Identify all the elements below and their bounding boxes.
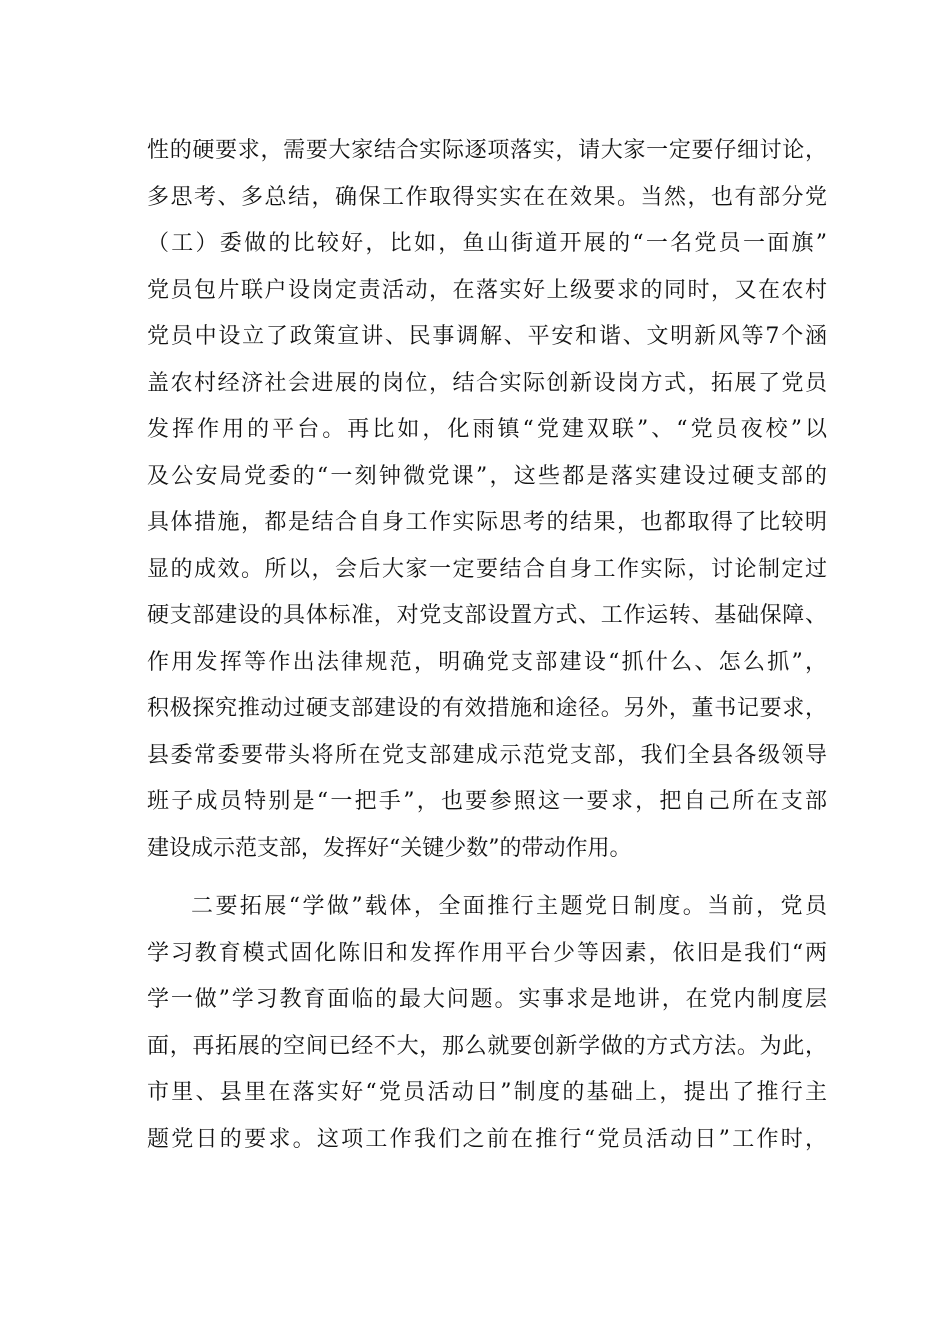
text-line: 及公安局党委的“一刻钟微党课”，这些都是落实建设过硬支部的 <box>147 463 827 489</box>
paragraph-2 <box>147 884 827 1163</box>
paragraph-1 <box>147 128 827 872</box>
text-line: 盖农村经济社会进展的岗位，结合实际创新设岗方式，拓展了党员 <box>147 370 827 396</box>
text-line: 二要拓展“学做”载体，全面推行主题党日制度。当前，党员 <box>191 894 827 919</box>
text-line: 作用发挥等作出法律规范，明确党支部建设“抓什么、怎么抓”， <box>147 649 827 675</box>
text-line: 发挥作用的平台。再比如，化雨镇“党建双联”、“党员夜校”以 <box>147 417 827 442</box>
text-line: 性的硬要求，需要大家结合实际逐项落实，请大家一定要仔细讨论， <box>147 138 827 163</box>
text-line: 显的成效。所以，会后大家一定要结合自身工作实际，讨论制定过 <box>147 556 827 582</box>
text-line: 多思考、多总结，确保工作取得实实在在效果。当然，也有部分党 <box>147 184 827 210</box>
text-line: 题党日的要求。这项工作我们之前在推行“党员活动日”工作时， <box>147 1126 827 1152</box>
text-line: （工）委做的比较好，比如，鱼山街道开展的“一名党员一面旗” <box>147 231 827 256</box>
text-line: 具体措施，都是结合自身工作实际思考的结果，也都取得了比较明 <box>147 510 827 535</box>
text-line: 党员中设立了政策宣讲、民事调解、平安和谐、文明新风等7个涵 <box>147 324 827 349</box>
text-line: 建设成示范支部，发挥好“关键少数”的带动作用。 <box>147 835 632 861</box>
text-line: 硬支部建设的具体标准，对党支部设置方式、工作运转、基础保障、 <box>147 603 827 628</box>
text-line: 班子成员特别是“一把手”，也要参照这一要求，把自己所在支部 <box>147 789 827 814</box>
text-line: 县委常委要带头将所在党支部建成示范党支部，我们全县各级领导 <box>147 742 827 768</box>
text-line: 学一做”学习教育面临的最大问题。实事求是地讲，在党内制度层 <box>147 987 827 1012</box>
document-body <box>147 128 827 1163</box>
text-line: 学习教育模式固化陈旧和发挥作用平台少等因素，依旧是我们“两 <box>147 940 827 966</box>
paragraph-gap <box>147 872 827 884</box>
text-line: 积极探究推动过硬支部建设的有效措施和途径。另外，董书记要求， <box>147 696 827 721</box>
text-line: 面，再拓展的空间已经不大，那么就要创新学做的方式方法。为此， <box>147 1033 827 1059</box>
text-line: 市里、县里在落实好“党员活动日”制度的基础上，提出了推行主 <box>147 1080 827 1105</box>
text-line: 党员包片联户设岗定责活动，在落实好上级要求的同时，又在农村 <box>147 277 827 303</box>
